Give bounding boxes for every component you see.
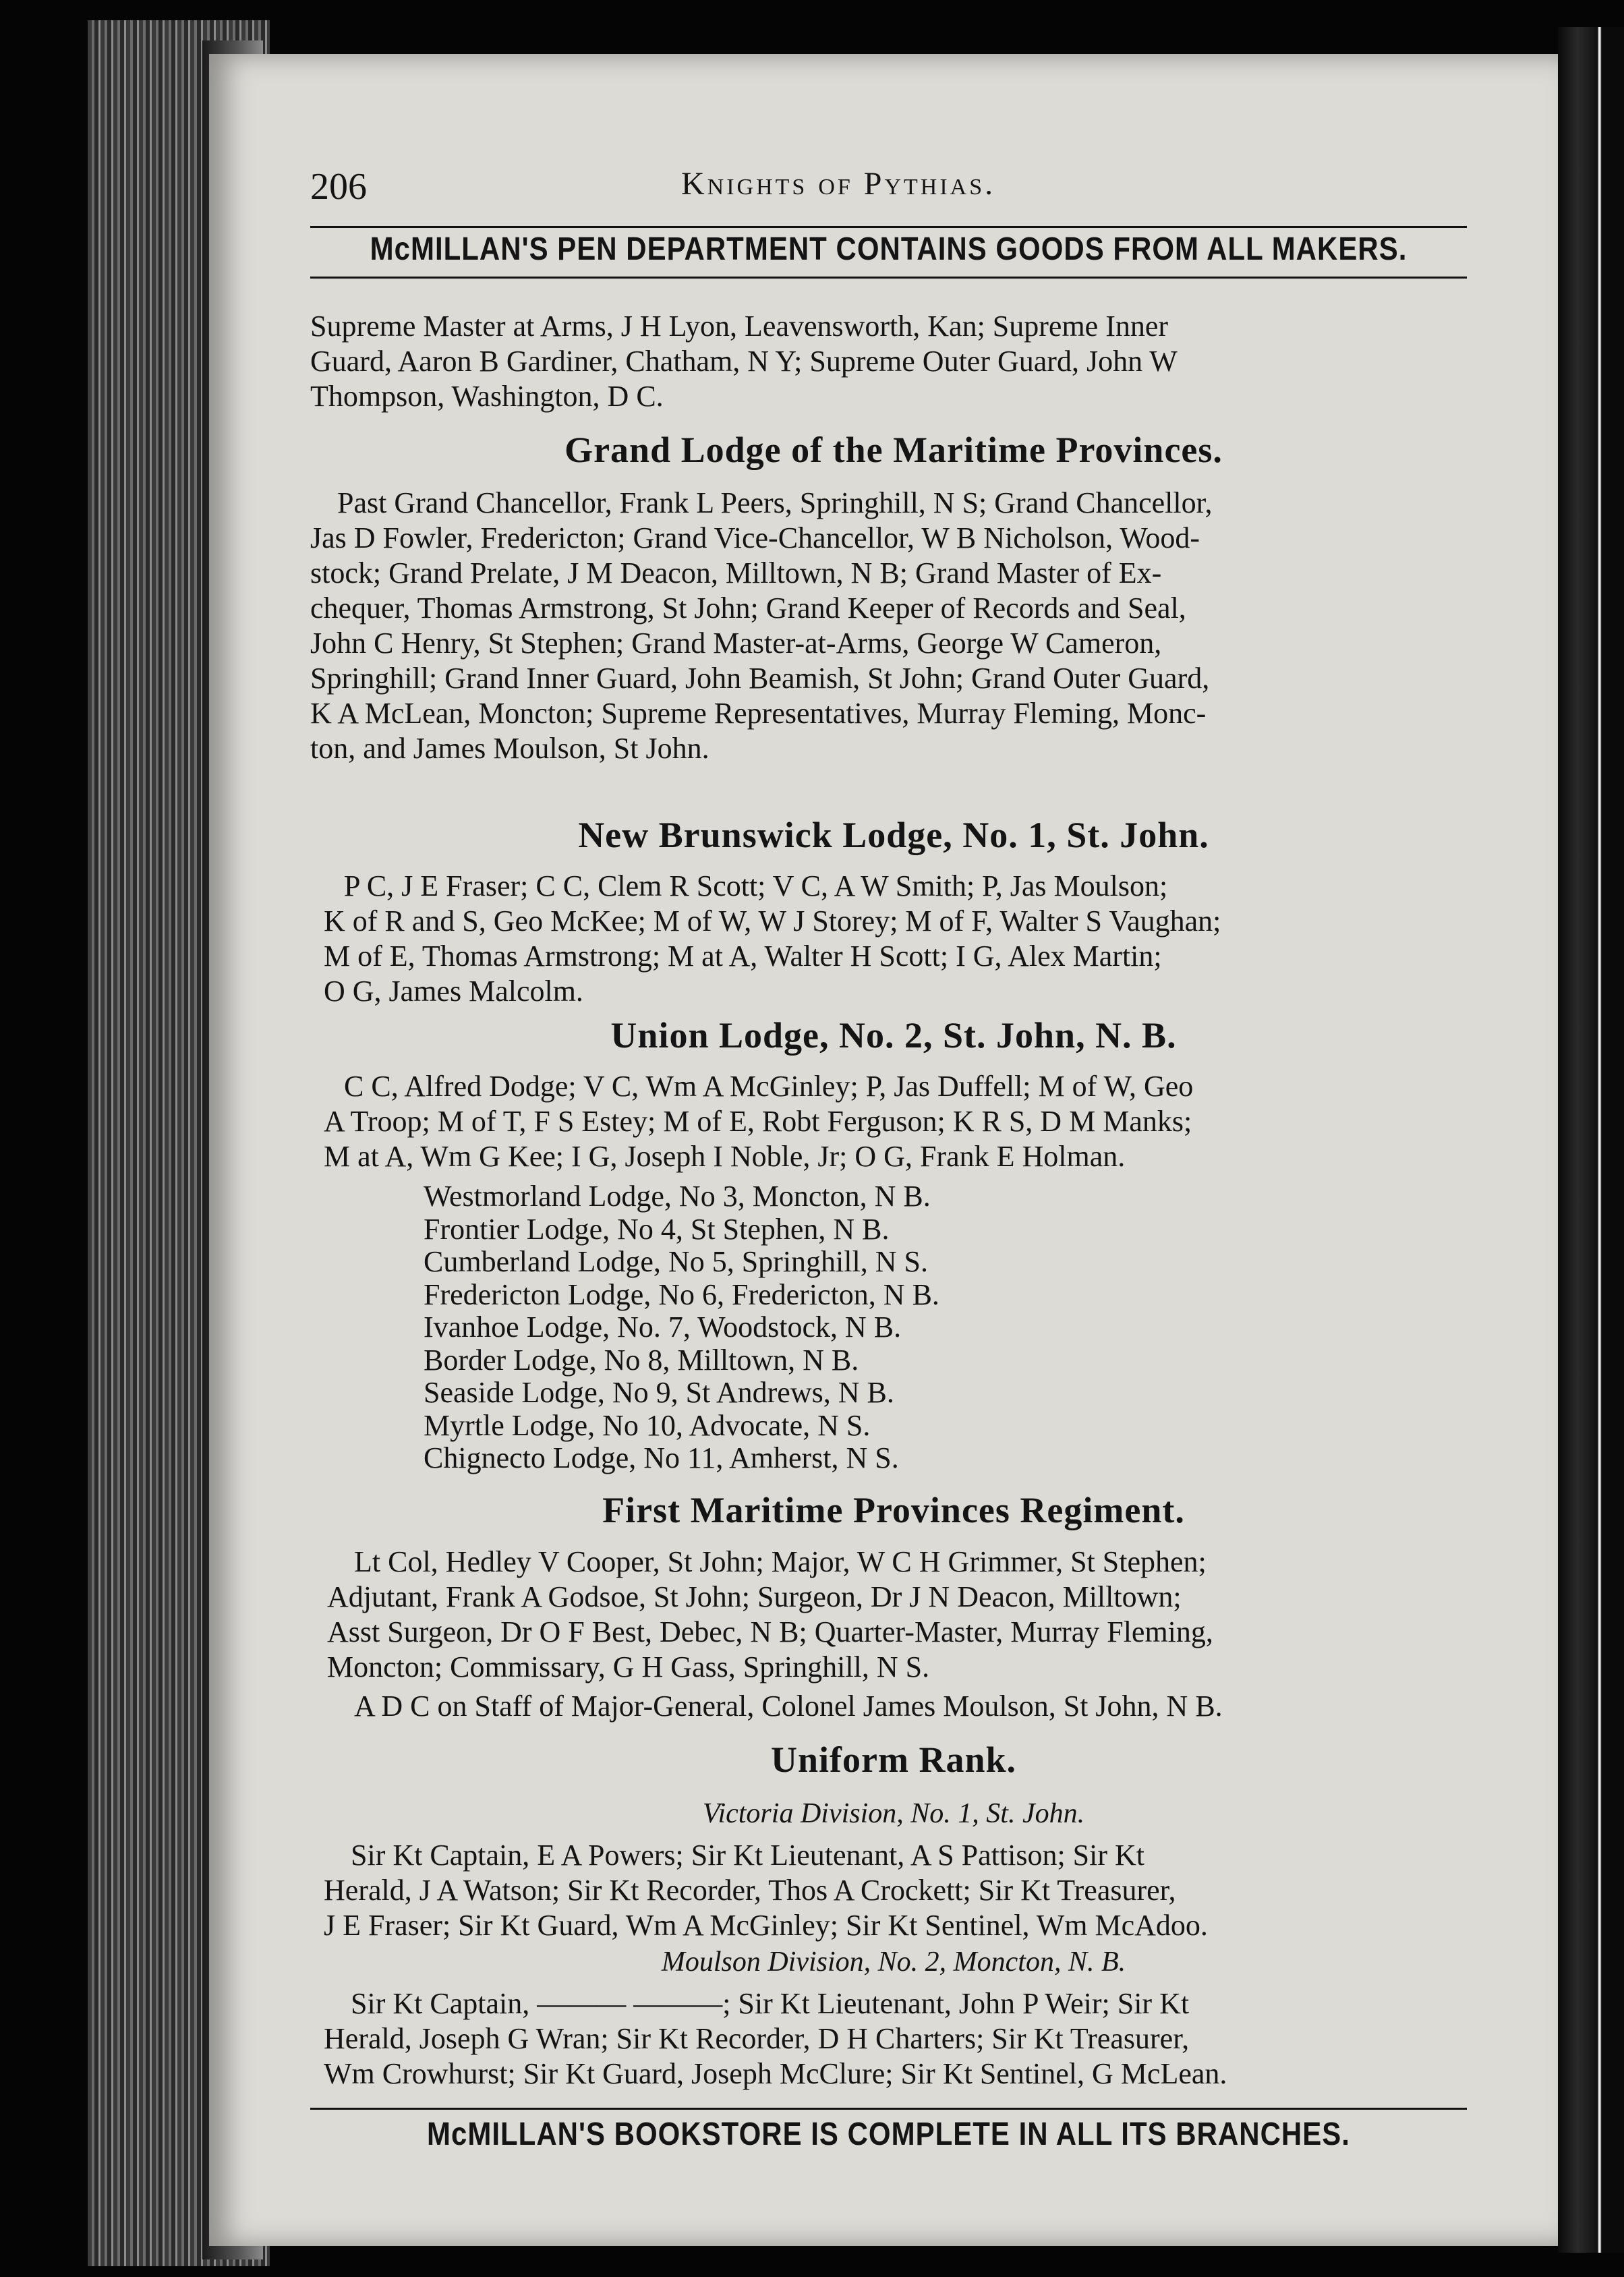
lodge-list-item: Cumberland Lodge, No 5, Springhill, N S.: [424, 1245, 928, 1278]
lodge-list-item: Chignecto Lodge, No 11, Amherst, N S.: [424, 1441, 899, 1474]
text-line: Sir Kt Captain, ——— ———; Sir Kt Lieutenant, John P Weir; Sir Kt: [351, 1987, 1190, 2020]
lodge-list-item: Seaside Lodge, No 9, St Andrews, N B.: [424, 1376, 894, 1409]
text-line: A Troop; M of T, F S Estey; M of E, Robt Ferguson; K R S, D M Manks;: [324, 1105, 1192, 1138]
book-page: [209, 54, 1558, 2246]
text-line: Springhill; Grand Inner Guard, John Beamish, St John; Grand Outer Guard,: [310, 662, 1210, 695]
text-line: P C, J E Fraser; C C, Clem R Scott; V C, A W Smith; P, Jas Moulson;: [344, 869, 1168, 902]
adc-line: A D C on Staff of Major-General, Colonel James Moulson, St John, N B.: [354, 1690, 1223, 1723]
text-line: Adjutant, Frank A Godsoe, St John; Surgeon, Dr J N Deacon, Milltown;: [327, 1580, 1182, 1613]
victoria-division-paragraph: [324, 1838, 1477, 1943]
text-line: O G, James Malcolm.: [324, 975, 583, 1008]
top-rule: [310, 226, 1467, 228]
section-heading-union-lodge: Union Lodge, No. 2, St. John, N. B.: [610, 1015, 1177, 1056]
section-heading-regiment: First Maritime Provinces Regiment.: [602, 1490, 1185, 1530]
section-heading-uniform-rank: Uniform Rank.: [770, 1739, 1017, 1780]
subheading-victoria-division: Victoria Division, No. 1, St. John.: [702, 1798, 1085, 1829]
text-line: Jas D Fowler, Fredericton; Grand Vice-Chancellor, W B Nicholson, Wood-: [310, 521, 1200, 554]
facing-page-edge: [1558, 27, 1624, 2253]
text-line: K of R and S, Geo McKee; M of W, W J Storey; M of F, Walter S Vaughan;: [324, 904, 1221, 938]
page-number: 206: [310, 166, 367, 208]
regiment-paragraph: [327, 1545, 1474, 1724]
text-line: M at A, Wm G Kee; I G, Joseph I Noble, Jr; O G, Frank E Holman.: [324, 1140, 1126, 1173]
section-heading-grand-lodge: Grand Lodge of the Maritime Provinces.: [564, 430, 1223, 470]
lodge-list-item: Frontier Lodge, No 4, St Stephen, N B.: [424, 1212, 890, 1246]
lodge-list: [424, 1180, 939, 1475]
lodge-list-item: Ivanhoe Lodge, No. 7, Woodstock, N B.: [424, 1310, 902, 1344]
nb-lodge-paragraph: [324, 869, 1474, 1009]
bottom-advertisement: McMILLAN'S BOOKSTORE IS COMPLETE IN ALL ITS BRANCHES.: [427, 2115, 1350, 2152]
text-line: Moncton; Commissary, G H Gass, Springhill, N S.: [327, 1650, 930, 1683]
top-ad-rule: [310, 277, 1467, 279]
moulson-division-paragraph: [324, 1986, 1477, 2092]
text-line: chequer, Thomas Armstrong, St John; Grand Keeper of Records and Seal,: [310, 592, 1186, 625]
text-line: C C, Alfred Dodge; V C, Wm A McGinley; P, Jas Duffell; M of W, Geo: [344, 1070, 1194, 1103]
section-heading-nb-lodge: New Brunswick Lodge, No. 1, St. John.: [578, 815, 1209, 855]
text-line: Sir Kt Captain, E A Powers; Sir Kt Lieutenant, A S Pattison; Sir Kt: [351, 1839, 1145, 1872]
lodge-list-item: Fredericton Lodge, No 6, Fredericton, N B.: [424, 1277, 939, 1311]
top-advertisement: McMILLAN'S PEN DEPARTMENT CONTAINS GOODS FROM ALL MAKERS.: [370, 230, 1408, 267]
grand-lodge-paragraph: [310, 486, 1460, 766]
page-header: [310, 165, 1477, 219]
lodge-list-item: Myrtle Lodge, No 10, Advocate, N S.: [424, 1408, 871, 1442]
text-line: Supreme Master at Arms, J H Lyon, Leavensworth, Kan; Supreme Inner: [310, 310, 1169, 343]
subheading-moulson-division: Moulson Division, No. 2, Moncton, N. B.: [661, 1947, 1126, 1978]
text-line: stock; Grand Prelate, J M Deacon, Milltown, N B; Grand Master of Ex-: [310, 556, 1162, 589]
text-line: Guard, Aaron B Gardiner, Chatham, N Y; Supreme Outer Guard, John W: [310, 345, 1178, 378]
text-line: John C Henry, St Stephen; Grand Master-at-Arms, George W Cameron,: [310, 627, 1162, 660]
running-title: Knights of Pythias.: [681, 166, 996, 202]
union-lodge-paragraph: [324, 1069, 1474, 1174]
text-line: J E Fraser; Sir Kt Guard, Wm A McGinley; Sir Kt Sentinel, Wm McAdoo.: [324, 1909, 1208, 1942]
text-line: Lt Col, Hedley V Cooper, St John; Major, W C H Grimmer, St Stephen;: [354, 1545, 1207, 1578]
lodge-list-item: Border Lodge, No 8, Milltown, N B.: [424, 1343, 859, 1377]
text-line: Herald, Joseph G Wran; Sir Kt Recorder, D H Charters; Sir Kt Treasurer,: [324, 2022, 1190, 2055]
text-line: K A McLean, Moncton; Supreme Representatives, Murray Fleming, Monc-: [310, 697, 1207, 730]
lodge-list-item: Westmorland Lodge, No 3, Moncton, N B.: [424, 1180, 931, 1213]
text-line: ton, and James Moulson, St John.: [310, 732, 709, 765]
text-line: M of E, Thomas Armstrong; M at A, Walter H Scott; I G, Alex Martin;: [324, 940, 1162, 973]
text-line: Past Grand Chancellor, Frank L Peers, Springhill, N S; Grand Chancellor,: [337, 486, 1213, 519]
intro-paragraph: [310, 309, 1457, 414]
text-line: Herald, J A Watson; Sir Kt Recorder, Thos A Crockett; Sir Kt Treasurer,: [324, 1874, 1176, 1907]
text-line: Wm Crowhurst; Sir Kt Guard, Joseph McClure; Sir Kt Sentinel, G McLean.: [324, 2057, 1227, 2090]
text-line: Thompson, Washington, D C.: [310, 380, 664, 413]
bottom-rule: [310, 2108, 1467, 2110]
text-line: Asst Surgeon, Dr O F Best, Debec, N B; Quarter-Master, Murray Fleming,: [327, 1615, 1213, 1648]
